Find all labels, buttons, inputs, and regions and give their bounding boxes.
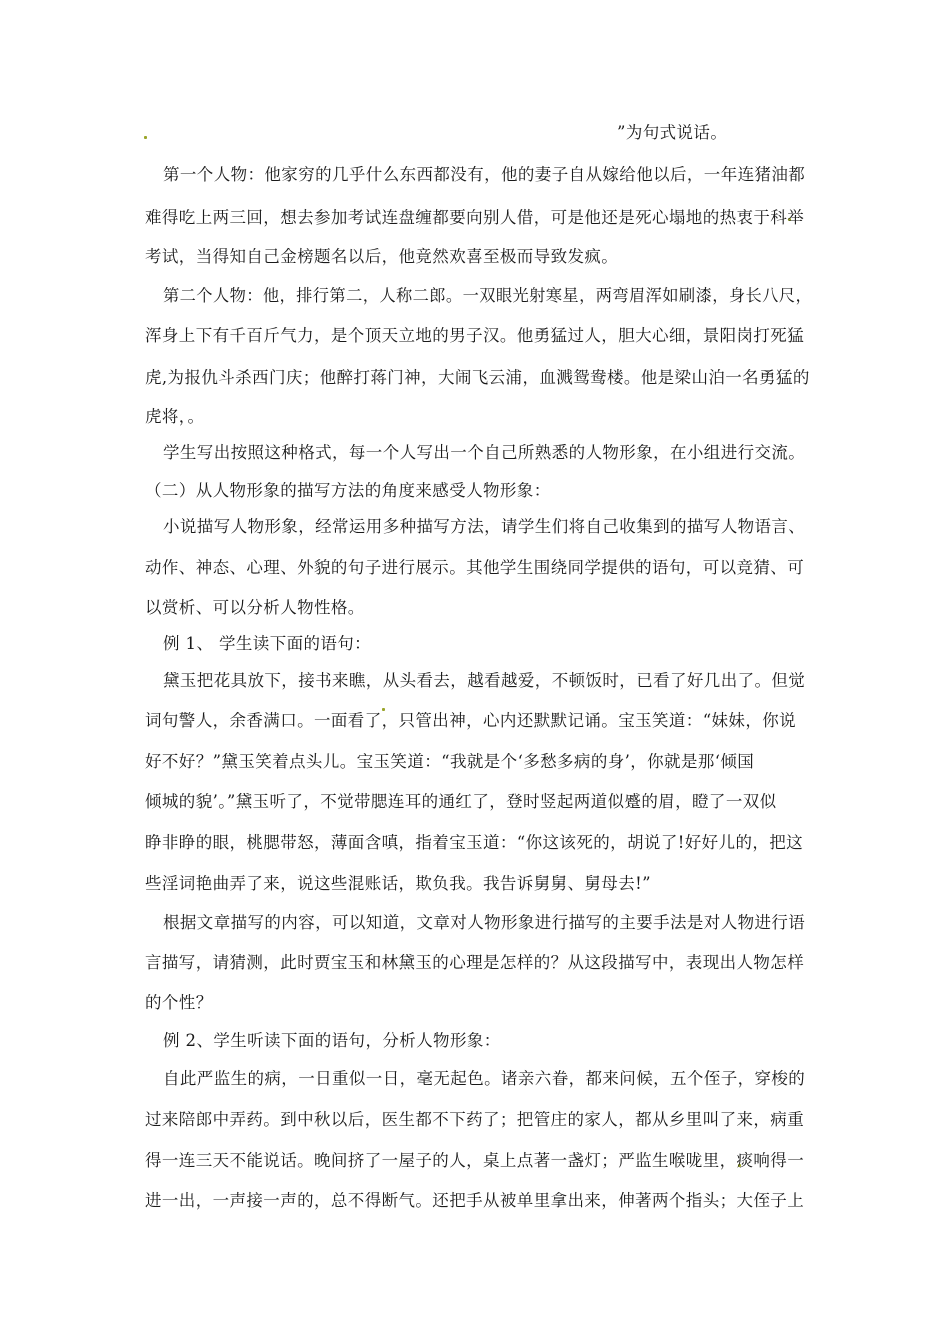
example-heading: 例 2、学生听读下面的语句，分析人物形象： (163, 1031, 501, 1050)
text-line: 词句警人，余香满口。一面看了，只管出神，心内还默默记诵。宝玉笑道：“妹妹，你说 (145, 711, 797, 730)
example-heading: 例 1、 学生读下面的语句： (163, 634, 372, 653)
text-line: 的个性？ (145, 993, 213, 1012)
text-line: 学生写出按照这种格式，每一个人写出一个自己所熟悉的人物形象，在小组进行交流。 (163, 443, 806, 462)
text-line: 好不好？”黛玉笑着点头儿。宝玉笑道：“我就是个‘多愁多病的身’，你就是那‘倾国 (145, 752, 755, 771)
text-line: 虎,为报仇斗杀西门庆；他醉打蒋门神，大闹飞云浦，血溅鸳鸯楼。他是梁山泊一名勇猛的 (145, 368, 810, 387)
text-line: 以赏析、可以分析人物性格。 (145, 598, 365, 617)
text-line: 虎将，。 (145, 407, 205, 426)
text-line: 黛玉把花具放下，接书来瞧，从头看去，越看越爱，不顿饭时，已看了好几出了。但觉 (163, 671, 806, 690)
text-line: 过来陪郎中弄药。到中秋以后，医生都不下药了；把管庄的家人，都从乡里叫了来，病重 (145, 1110, 805, 1129)
text-line: 些淫词艳曲弄了来，说这些混账话，欺负我。我告诉舅舅、舅母去!” (145, 874, 651, 893)
mark-dot (144, 136, 147, 139)
text-line: 倾城的貌’。”黛玉听了，不觉带腮连耳的通红了，登时竖起两道似蹙的眉，瞪了一双似 (145, 792, 777, 811)
text-line: 根据文章描写的内容，可以知道，文章对人物形象进行描写的主要手法是对人物进行语 (163, 913, 806, 932)
text-line: 动作、神态、心理、外貌的句子进行展示。其他学生围绕同学提供的语句，可以竞猜、可 (145, 558, 805, 577)
text-line: 考试，当得知自己金榜题名以后，他竟然欢喜至极而导致发疯。 (145, 247, 619, 266)
text-line: 浑身上下有千百斤气力，是个顶天立地的男子汉。他勇猛过人，胆大心细，景阳岗打死猛 (145, 326, 805, 345)
text-line: ”为句式说话。 (617, 123, 728, 142)
text-line: 自此严监生的病，一日重似一日，毫无起色。诸亲六眷，都来问候，五个侄子，穿梭的 (163, 1069, 806, 1088)
text-line: 睁非睁的眼，桃腮带怒，薄面含嗔，指着宝玉道：“你这该死的，胡说了!好好儿的，把这 (145, 833, 804, 852)
text-line: 言描写，请猜测，此时贾宝玉和林黛玉的心理是怎样的？从这段描写中，表现出人物怎样 (145, 953, 805, 972)
text-line: 得一连三天不能说话。晚间挤了一屋子的人，桌上点著一盏灯；严监生喉咙里，痰响得一 (145, 1151, 805, 1170)
section-heading: （二）从人物形象的描写方法的角度来感受人物形象： (145, 481, 551, 500)
text-line: 第二个人物：他，排行第二，人称二郎。一双眼光射寒星，两弯眉浑如刷漆，身长八尺， (163, 286, 813, 305)
text-line: 进一出，一声接一声的，总不得断气。还把手从被单里拿出来，伸著两个指头；大侄子上 (145, 1191, 805, 1210)
text-line: 第一个人物：他家穷的几乎什么东西都没有，他的妻子自从嫁给他以后，一年连猪油都 (163, 165, 806, 184)
text-line: 难得吃上两三回，想去参加考试连盘缠都要向别人借，可是他还是死心塌地的热衷于科举 (145, 208, 805, 227)
text-line: 小说描写人物形象，经常运用多种描写方法，请学生们将自己收集到的描写人物语言、 (163, 517, 806, 536)
